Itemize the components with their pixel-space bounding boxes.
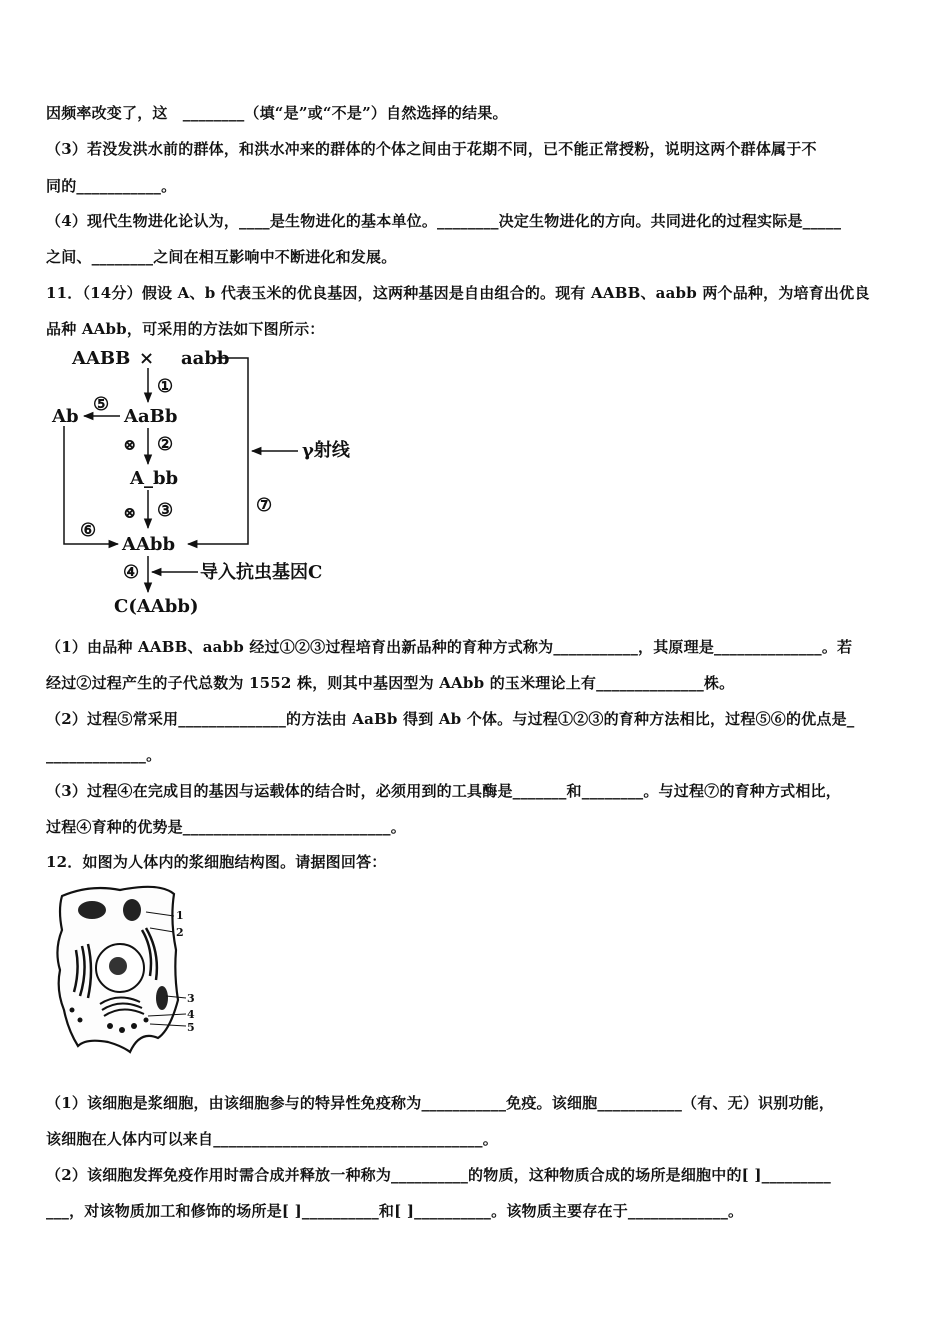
text-line: （3）若没发洪水前的群体，和洪水冲来的群体的个体之间由于花期不同，已不能正常授粉，说明这两个群体属于不	[46, 140, 817, 158]
text-line: （1）该细胞是浆细胞，由该细胞参与的特异性免疫称为___________免疫。该细胞___________（有、无）识别功能，	[46, 1094, 835, 1112]
mitochondrion	[156, 986, 168, 1010]
text-line: ___，对该物质加工和修饰的场所是[ ]__________和[ ]__________。该物质主要存在于_____________。	[46, 1202, 744, 1220]
selfing-symbol-2: ⊗	[123, 503, 137, 522]
cell-label: 1	[176, 909, 184, 922]
cell-label: 4	[187, 1008, 195, 1021]
text-line: （2）过程⑤常采用______________的方法由 AaBb 得到 Ab 个体。与过程①②③的育种方法相比，过程⑤⑥的优点是_	[46, 710, 855, 728]
selfing-symbol-1: ⊗	[123, 435, 137, 454]
step-1-label: ①	[157, 376, 174, 397]
text-line: 之间、________之间在相互影响中不断进化和发展。	[46, 248, 397, 266]
target-aabb: AAbb	[122, 534, 176, 555]
final-product: C(AAbb)	[114, 596, 199, 617]
step-7-label: ⑦	[256, 495, 273, 516]
vesicle	[107, 1023, 113, 1029]
vesicle	[70, 1008, 75, 1013]
question-11-intro: 11．（14分）假设 A、b 代表玉米的优良基因，这两种基因是自由组合的。现有 AABB、aabb 两个品种，为培育出优良	[46, 284, 870, 302]
plasma-cell-diagram	[50, 880, 200, 1060]
step-4-label: ④	[123, 562, 140, 583]
text-line: 该细胞在人体内可以来自___________________________________。	[46, 1130, 498, 1148]
mitochondrion	[123, 899, 141, 921]
text-line: （2）该细胞发挥免疫作用时需合成并释放一种称为__________的物质，这种物质合成的场所是细胞中的[ ]_________	[46, 1166, 831, 1184]
step-5-label: ⑤	[93, 394, 110, 415]
cell-label: 5	[187, 1021, 195, 1034]
step-3-label: ③	[157, 500, 174, 521]
vesicle	[119, 1027, 125, 1033]
f1-aabb: AaBb	[124, 406, 178, 427]
f2-a-bb: A_bb	[130, 468, 179, 489]
cell-label: 2	[176, 926, 184, 939]
insert-gene-label: 导入抗虫基因C	[200, 562, 323, 583]
question-12-intro: 12．如图为人体内的浆细胞结构图。请据图回答：	[46, 853, 387, 871]
mitochondrion	[78, 901, 106, 919]
breeding-diagram	[46, 340, 376, 625]
text-line: （4）现代生物进化论认为，____是生物进化的基本单位。________决定生物进化的方向。共同进化的过程实际是_____	[46, 212, 842, 230]
arrow-step-7	[188, 358, 248, 544]
step-6-label: ⑥	[80, 520, 97, 541]
text-line: （1）由品种 AABB、aabb 经过①②③过程培育出新品种的育种方式称为___________，其原理是______________。若	[46, 638, 853, 656]
step-2-label: ②	[157, 434, 174, 455]
parent-aabb-lower: aabb	[181, 348, 230, 369]
cell-label: 3	[187, 992, 195, 1005]
vesicle	[131, 1023, 137, 1029]
text-line: 过程④育种的优势是___________________________。	[46, 818, 406, 836]
cross-symbol: ×	[139, 348, 155, 369]
text-line: 同的___________。	[46, 177, 177, 195]
text-line: （3）过程④在完成目的基因与运载体的结合时，必须用到的工具酶是_______和________。与过程⑦的育种方式相比，	[46, 782, 841, 800]
vesicle	[78, 1018, 83, 1023]
text-line: 品种 AAbb，可采用的方法如下图所示：	[46, 320, 325, 338]
haploid-ab: Ab	[52, 406, 79, 427]
text-line: 经过②过程产生的子代总数为 1552 株，则其中基因型为 AAbb 的玉米理论上有______________株。	[46, 674, 735, 692]
text-line: 因频率改变了，这 ________（填“是”或“不是”）自然选择的结果。	[46, 104, 508, 122]
parent-aabb-upper: AABB	[72, 348, 131, 369]
text-line: _____________。	[46, 746, 162, 764]
nucleolus	[109, 957, 127, 975]
gamma-ray-label: γ射线	[302, 440, 350, 461]
vesicle	[144, 1018, 149, 1023]
